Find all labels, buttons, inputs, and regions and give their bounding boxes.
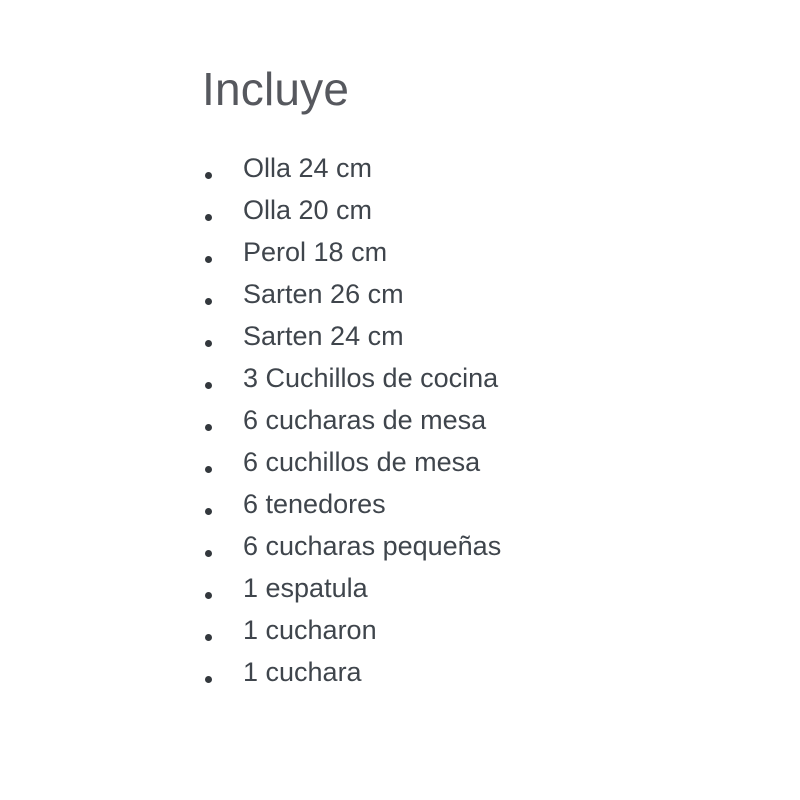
includes-list	[202, 147, 501, 693]
list-item-label: Sarten 24 cm	[243, 321, 404, 351]
list-item-label: 6 cucharas pequeñas	[243, 531, 502, 561]
list-item-label: Olla 20 cm	[243, 195, 373, 225]
bullet-icon	[205, 676, 212, 683]
list-item	[202, 189, 501, 231]
includes-section	[202, 63, 502, 693]
bullet-icon	[205, 592, 212, 599]
list-item-label: 6 cucharas de mesa	[243, 405, 487, 435]
bullet-icon	[205, 634, 212, 641]
list-item	[202, 609, 501, 651]
list-item-label: 3 Cuchillos de cocina	[243, 363, 499, 393]
list-item-label: 1 espatula	[243, 573, 368, 603]
list-item	[202, 441, 501, 483]
bullet-icon	[205, 424, 212, 431]
list-item	[202, 231, 501, 273]
bullet-icon	[205, 298, 212, 305]
bullet-icon	[205, 214, 212, 221]
list-item	[202, 357, 501, 399]
list-item	[202, 651, 501, 693]
list-item	[202, 147, 501, 189]
list-item	[202, 399, 501, 441]
bullet-icon	[205, 466, 212, 473]
list-item-label: Olla 24 cm	[243, 153, 373, 183]
list-item	[202, 525, 501, 567]
list-item	[202, 567, 501, 609]
bullet-icon	[205, 256, 212, 263]
list-item-label: 1 cucharon	[243, 615, 377, 645]
list-item-label: 1 cuchara	[243, 657, 362, 687]
list-item-label: 6 cuchillos de mesa	[243, 447, 481, 477]
list-item-label: Sarten 26 cm	[243, 279, 404, 309]
list-item	[202, 273, 501, 315]
bullet-icon	[205, 172, 212, 179]
list-item-label: Perol 18 cm	[243, 237, 388, 267]
list-item	[202, 483, 501, 525]
list-item-label: 6 tenedores	[243, 489, 386, 519]
bullet-icon	[205, 340, 212, 347]
bullet-icon	[205, 382, 212, 389]
list-item	[202, 315, 501, 357]
bullet-icon	[205, 508, 212, 515]
page-title: Incluye	[202, 63, 350, 115]
bullet-icon	[205, 550, 212, 557]
